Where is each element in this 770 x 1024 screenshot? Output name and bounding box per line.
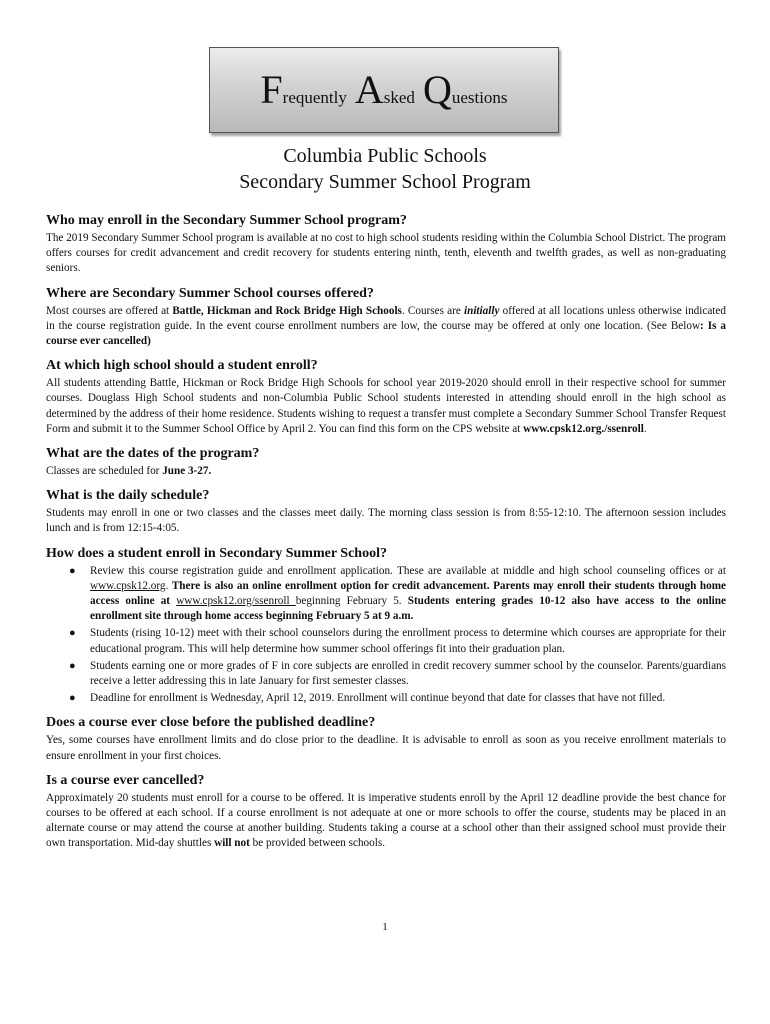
- faq-answer: The 2019 Secondary Summer School program is available at no cost to high school students residing within the Columbia School District. The program offers courses for credit advancement and credit recovery for students entering ninth, tenth, eleventh and twelfth grades, as well as non-graduating seniors.: [46, 232, 726, 275]
- faq-schedule: [46, 487, 726, 536]
- faq-dates: [46, 445, 726, 479]
- list-item: ● Review this course registration guide and enrollment application. These are available at middle and high school counseling offices or at www.cpsk12.org. There is also an online enrollment option for credit advancement. Parents may enroll their students through home access online at www.cpsk12.org/ssenroll beginning February 5. Students entering grades 10-12 also have access to the online enrollment site through home access beginning February 5 at 9 a.m.: [69, 564, 726, 623]
- faq-where: [46, 285, 726, 350]
- faq-heading: What are the dates of the program?: [46, 446, 260, 462]
- program-title: Secondary Summer School Program: [239, 171, 531, 193]
- enroll-steps-list: [46, 564, 726, 707]
- page-number: 1: [382, 921, 388, 933]
- faq-heading: What is the daily schedule?: [46, 488, 210, 504]
- bullet-icon: ●: [69, 659, 76, 672]
- ssenroll-link[interactable]: www.cpsk12.org./ssenroll: [523, 422, 644, 435]
- faq-answer: Most courses are offered at Battle, Hickman and Rock Bridge High Schools. Courses are initially offered at all locations unless otherwise indicated in the course registration guide. In the event course enrollment numbers are low, the course may be offered at only one location. (See Below: Is a course ever cancelled): [46, 304, 726, 348]
- document-titles: [0, 143, 770, 195]
- bullet-icon: ●: [69, 692, 76, 705]
- faq-answer: Yes, some courses have enrollment limits and do close prior to the deadline. It is advisable to enroll as soon as you receive enrollment materials to ensure enrollment in your first choices.: [46, 734, 726, 762]
- cpsk12-link[interactable]: www.cpsk12.org: [90, 579, 166, 592]
- faq-answer: All students attending Battle, Hickman or Rock Bridge High Schools for school year 2019-2020 should enroll in their respective school for summer courses. Douglass High School students and non-Columbia Public School students interested in attending should enroll in the high school as determined by the address of their home residence. Students wishing to request a transfer must complete a Secondary Summer School Transfer Request Form and submit it to the Summer School Office by April 2. You can find this form on the CPS website at www.cpsk12.org./ssenroll.: [46, 377, 726, 435]
- faq-which: [46, 357, 726, 437]
- faq-heading: Is a course ever cancelled?: [46, 772, 205, 788]
- district-title: Columbia Public Schools: [283, 145, 487, 167]
- faq-heading: How does a student enroll in Secondary Summer School?: [46, 545, 387, 561]
- faq-cancel: [46, 772, 726, 852]
- faq-answer: Students may enroll in one or two classes and the classes meet daily. The morning class session is from 8:55-12:10. The afternoon session includes lunch and is from 12:15-4:05.: [46, 507, 726, 535]
- list-item: ● Students earning one or more grades of F in core subjects are enrolled in credit recovery summer school by the counselor. Parents/guardians receive a letter addressing this in late January for first semester classes.: [69, 659, 726, 688]
- faq-banner-title: Frequently Asked Questions: [260, 67, 508, 112]
- faq-who: [46, 212, 726, 277]
- bullet-icon: ●: [69, 564, 76, 577]
- faq-heading: Who may enroll in the Secondary Summer School program?: [46, 213, 407, 228]
- bullet-icon: ●: [69, 627, 76, 640]
- list-item: ● Deadline for enrollment is Wednesday, April 12, 2019. Enrollment will continue beyond that date for classes that have not filled.: [90, 691, 726, 706]
- list-item: ● Students (rising 10-12) meet with their school counselors during the enrollment process to determine which courses are appropriate for their educational program. This will help determine how summer school offerings fit into their graduation plan.: [69, 627, 726, 655]
- faq-answer: Approximately 20 students must enroll for a course to be offered. It is imperative students enroll by the April 12 deadline provide the best chance for courses to be offered at each school. If a course enrollment is not adequate at one or more schools to offer the course, students may be placed in an alternate course or may attend the course at another building. Students taking a course at a school other than their assigned school must provide their own transportation. Mid-day shuttles will not be provided between schools.: [46, 791, 726, 850]
- faq-heading: At which high school should a student enroll?: [46, 358, 318, 374]
- faq-answer: Classes are scheduled for June 3-27.: [46, 465, 212, 478]
- faq-content: [46, 212, 726, 860]
- ssenroll-online-link[interactable]: www.cpsk12.org/ssenroll: [176, 595, 296, 608]
- faq-heading: Where are Secondary Summer School courses offered?: [46, 285, 374, 301]
- faq-close: [46, 714, 726, 763]
- faq-banner: [209, 47, 559, 133]
- faq-heading: Does a course ever close before the published deadline?: [46, 715, 376, 731]
- faq-how: [46, 545, 726, 707]
